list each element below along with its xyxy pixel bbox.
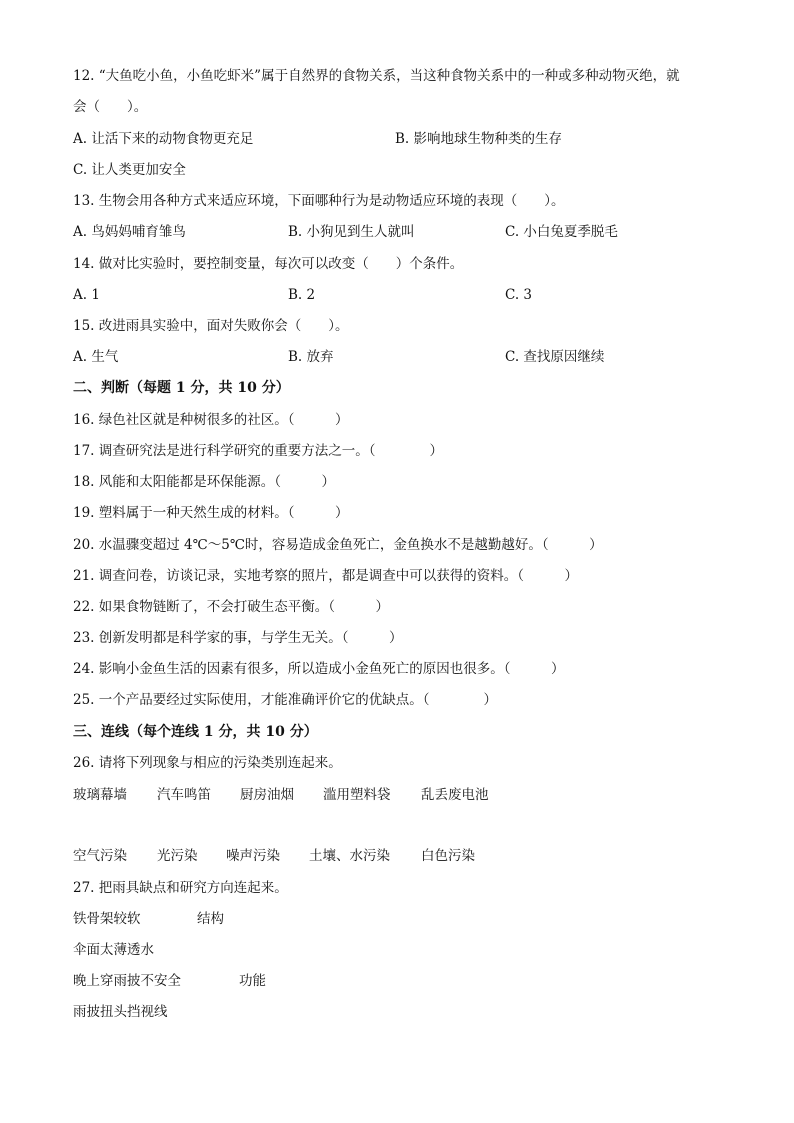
q26-phenomenon-2[interactable]: 汽车鸣笛: [157, 787, 211, 803]
q12-stem-line2: 会（ ）。: [73, 99, 148, 115]
q27-direction-structure[interactable]: 结构: [197, 911, 224, 927]
q26-pollution-5[interactable]: 白色污染: [421, 848, 475, 864]
judge-item-22: 22. 如果食物链断了，不会打破生态平衡。（ ）: [73, 599, 390, 615]
q26-phenomenon-3[interactable]: 厨房油烟: [240, 787, 294, 803]
judge-item-20: 20. 水温骤变超过 4℃～5℃时，容易造成金鱼死亡，金鱼换水不是越勤越好。（ ）: [73, 537, 603, 553]
q26-stem: 26. 请将下列现象与相应的污染类别连起来。: [73, 755, 342, 771]
q14-stem: 14. 做对比实验时，要控制变量，每次可以改变（ ）个条件。: [73, 256, 464, 272]
q12-option-c: C. 让人类更加安全: [73, 162, 186, 178]
q26-pollution-1[interactable]: 空气污染: [73, 848, 127, 864]
judge-item-23: 23. 创新发明都是科学家的事，与学生无关。（ ）: [73, 630, 403, 646]
q27-stem: 27. 把雨具缺点和研究方向连起来。: [73, 880, 288, 896]
judge-item-18: 18. 风能和太阳能都是环保能源。（ ）: [73, 474, 336, 490]
q26-phenomenon-1[interactable]: 玻璃幕墙: [73, 787, 127, 803]
q27-defect-3[interactable]: 晚上穿雨披不安全: [73, 973, 181, 989]
q26-phenomenon-4[interactable]: 滥用塑料袋: [323, 787, 391, 803]
q14-option-c: C. 3: [505, 287, 533, 303]
section-heading-judge: 二、判断（每题 1 分，共 10 分）: [73, 380, 290, 396]
q12-stem-line1: 12. “大鱼吃小鱼，小鱼吃虾米”属于自然界的食物关系，当这种食物关系中的一种或多种动物灭绝，就: [73, 68, 680, 84]
judge-item-24: 24. 影响小金鱼生活的因素有很多，所以造成小金鱼死亡的原因也很多。（ ）: [73, 661, 565, 677]
judge-item-16: 16. 绿色社区就是种树很多的社区。（ ）: [73, 412, 349, 428]
q15-option-b: B. 放弃: [288, 349, 334, 365]
judge-item-17: 17. 调查研究法是进行科学研究的重要方法之一。（ ）: [73, 443, 444, 459]
q27-defect-1[interactable]: 铁骨架较软: [73, 911, 141, 927]
judge-item-21: 21. 调查问卷，访谈记录，实地考察的照片，都是调查中可以获得的资料。（ ）: [73, 568, 579, 584]
q13-option-c: C. 小白兔夏季脱毛: [505, 224, 618, 240]
q13-option-b: B. 小狗见到生人就叫: [288, 224, 415, 240]
q15-option-c: C. 查找原因继续: [505, 349, 605, 365]
q27-defect-2[interactable]: 伞面太薄透水: [73, 942, 154, 958]
judge-item-19: 19. 塑料属于一种天然生成的材料。（ ）: [73, 505, 349, 521]
q13-option-a: A. 鸟妈妈哺育雏鸟: [73, 224, 186, 240]
q26-phenomenon-5[interactable]: 乱丢废电池: [421, 787, 489, 803]
q27-direction-function[interactable]: 功能: [239, 973, 266, 989]
q14-option-b: B. 2: [288, 287, 316, 303]
q12-option-b: B. 影响地球生物种类的生存: [395, 131, 563, 147]
q13-stem: 13. 生物会用各种方式来适应环境，下面哪种行为是动物适应环境的表现（ ）。: [73, 193, 565, 209]
q14-option-a: A. 1: [73, 287, 100, 303]
q26-pollution-2[interactable]: 光污染: [157, 848, 198, 864]
judge-item-25: 25. 一个产品要经过实际使用，才能准确评价它的优缺点。（ ）: [73, 692, 498, 708]
q27-defect-4[interactable]: 雨披扭头挡视线: [73, 1004, 168, 1020]
q12-option-a: A. 让活下来的动物食物更充足: [73, 131, 254, 147]
q26-pollution-4[interactable]: 土壤、水污染: [309, 848, 390, 864]
q15-option-a: A. 生气: [73, 349, 119, 365]
section-heading-matching: 三、连线（每个连线 1 分，共 10 分）: [73, 724, 318, 740]
q26-pollution-3[interactable]: 噪声污染: [226, 848, 280, 864]
q15-stem: 15. 改进雨具实验中，面对失败你会（ ）。: [73, 318, 349, 334]
